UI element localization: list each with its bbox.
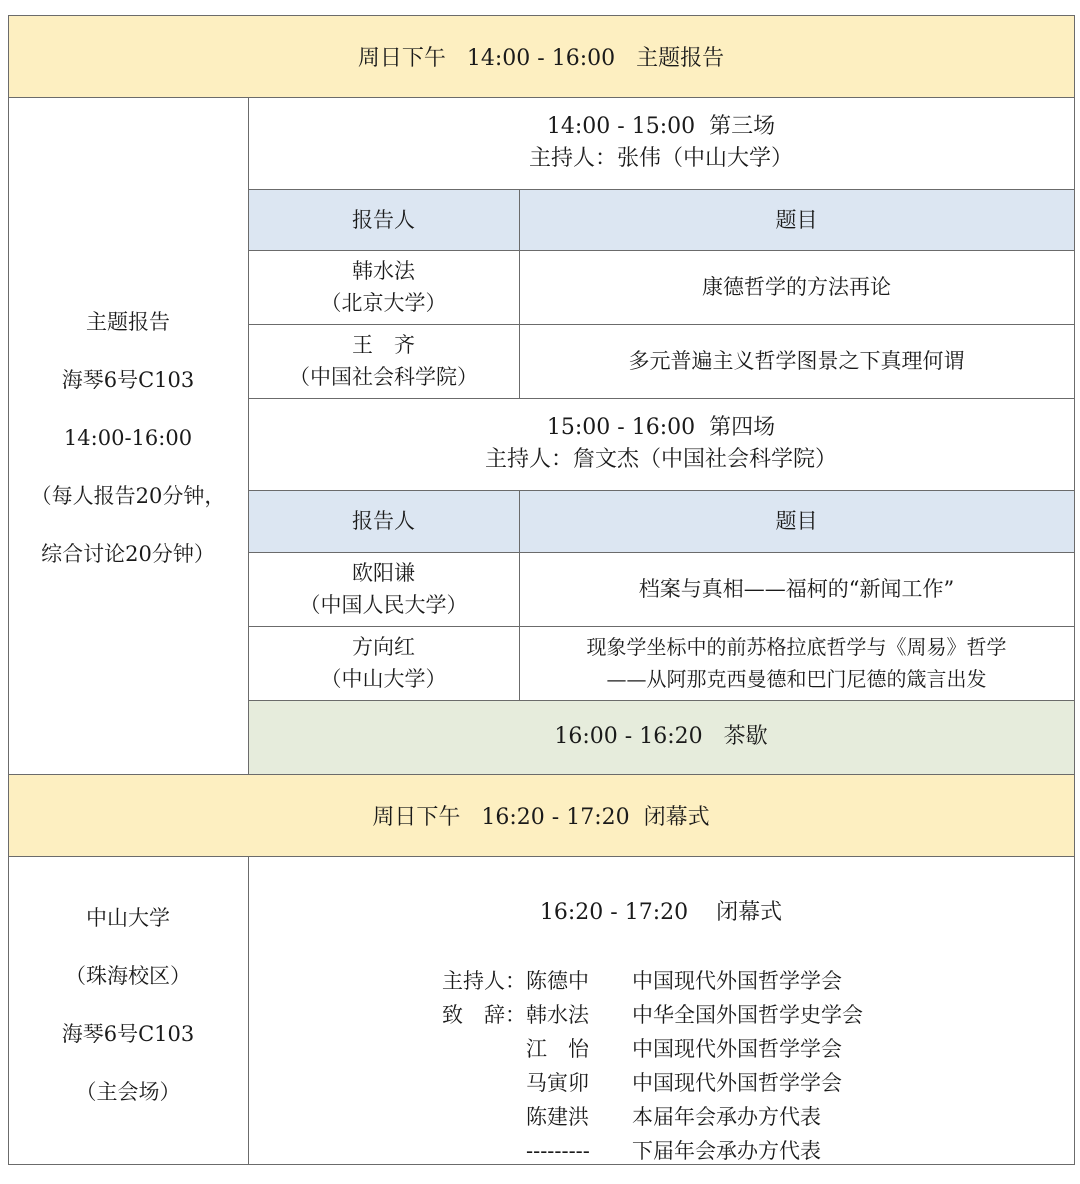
talk-title-line-2: ——从阿那克西曼德和巴门尼德的箴言出发 xyxy=(606,667,987,691)
tea-break: 16:00 - 16:20 茶歇 xyxy=(554,724,768,749)
session4-col-title: 题目 xyxy=(775,509,818,533)
speaker-affiliation: （北京大学） xyxy=(320,291,447,315)
closing-speakers xyxy=(420,964,863,1168)
session3-row2-speaker xyxy=(248,324,519,398)
session4-time: 15:00 - 16:00 第四场 xyxy=(546,415,776,440)
list-item xyxy=(420,1100,863,1134)
organization: 下届年会承办方代表 xyxy=(632,1139,821,1163)
role-label xyxy=(420,1134,526,1168)
session3-row2-title: 多元普遍主义哲学图景之下真理何谓 xyxy=(628,349,965,373)
speaker-name: 王 齐 xyxy=(352,333,415,357)
person-name: 陈建洪 xyxy=(526,1105,589,1129)
venue-room: 海琴6号C103 xyxy=(61,1022,195,1046)
divider xyxy=(8,856,1075,857)
session4-row2-speaker xyxy=(248,626,519,700)
session3-row1-title: 康德哲学的方法再论 xyxy=(702,275,891,299)
organization: 中国现代外国哲学学会 xyxy=(632,969,842,993)
person-name: --------- xyxy=(526,1139,590,1163)
list-item xyxy=(420,1032,863,1066)
session4-heading xyxy=(248,398,1074,490)
role-label xyxy=(420,1100,526,1134)
person-name: 陈德中 xyxy=(526,969,589,993)
session4-row2-title xyxy=(519,626,1074,700)
organization: 中国现代外国哲学学会 xyxy=(632,1071,842,1095)
list-item xyxy=(420,1066,863,1100)
role-label xyxy=(420,1066,526,1100)
person-name: 韩水法 xyxy=(526,1003,589,1027)
speaker-name: 欧阳谦 xyxy=(352,561,415,585)
venue-main-hall: （主会场） xyxy=(75,1080,181,1104)
section1-header xyxy=(8,15,1074,97)
section1-left-info xyxy=(8,293,248,566)
session4-row1-title: 档案与真相——福柯的“新闻工作” xyxy=(638,577,955,601)
venue-time: 14:00-16:00 xyxy=(63,426,193,450)
section2-header-text: 周日下午 16:20 - 17:20 闭幕式 xyxy=(372,804,710,830)
session4-host: 主持人：詹文杰（中国社会科学院） xyxy=(484,447,837,472)
session3-heading xyxy=(248,97,1074,189)
role-label: 致 辞： xyxy=(442,1003,526,1027)
session3-col-speaker: 报告人 xyxy=(352,207,415,232)
talk-title-line-1: 现象学坐标中的前苏格拉底哲学与《周易》哲学 xyxy=(586,635,1007,659)
speaker-affiliation: （中国人民大学） xyxy=(299,593,468,617)
role-label xyxy=(420,1032,526,1066)
session3-row1-speaker xyxy=(248,250,519,324)
border-right xyxy=(1074,15,1075,1165)
list-item xyxy=(420,998,863,1032)
speaker-affiliation: （中国社会科学院） xyxy=(289,365,478,389)
speaker-affiliation: （中山大学） xyxy=(320,667,447,691)
organization: 本届年会承办方代表 xyxy=(632,1105,821,1129)
session3-time: 14:00 - 15:00 第三场 xyxy=(546,114,776,139)
organization: 中国现代外国哲学学会 xyxy=(632,1037,842,1061)
role-label: 主持人： xyxy=(442,969,526,993)
closing-title: 16:20 - 17:20 闭幕式 xyxy=(539,900,783,925)
venue-note-1: （每人报告20分钟， xyxy=(30,484,226,508)
session4-row1-speaker xyxy=(248,552,519,626)
section2-left-info xyxy=(8,889,248,1129)
session3-host: 主持人：张伟（中山大学） xyxy=(528,146,793,171)
session4-col-speaker: 报告人 xyxy=(352,509,415,533)
venue-note-2: 综合讨论20分钟） xyxy=(41,542,215,566)
section2-header xyxy=(8,774,1074,856)
venue-label: 主题报告 xyxy=(86,310,170,334)
list-item xyxy=(420,1134,863,1168)
speaker-name: 方向红 xyxy=(352,635,415,659)
person-name: 马寅卯 xyxy=(526,1071,589,1095)
list-item xyxy=(420,964,863,998)
organization: 中华全国外国哲学史学会 xyxy=(632,1003,863,1027)
person-name: 江 怡 xyxy=(526,1037,589,1061)
venue-campus: 中山大学 xyxy=(86,906,170,930)
venue-campus-zone: （珠海校区） xyxy=(65,964,191,988)
session3-col-title: 题目 xyxy=(775,207,818,232)
speaker-name: 韩水法 xyxy=(352,259,415,283)
venue-room: 海琴6号C103 xyxy=(61,368,195,392)
section1-header-text: 周日下午 14:00 - 16:00 主题报告 xyxy=(357,45,725,71)
